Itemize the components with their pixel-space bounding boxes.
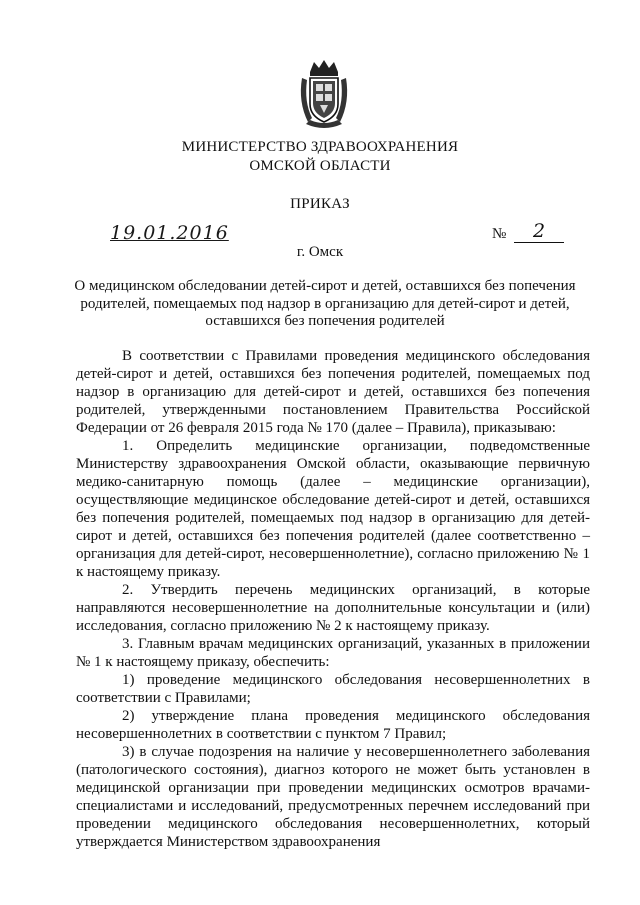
paragraph-subitem-2: 2) утверждение плана проведения медицинского обследования несовершеннолетних в соответствии с пунктом 7 Правил; (76, 708, 590, 742)
paragraph-subitem-3: 3) в случае подозрения на наличие у несовершеннолетнего заболевания (патологического состояния), диагноз которого не может быть установлен в медицинской организации при проведении медицинских осмотров врачами-специалистами и исследований, предусмотренных перечнем исследований при проведении медицинского обследования несовершеннолетних, который утверждается Министерством здравоохранения (76, 744, 590, 850)
ministry-name (0, 138, 640, 176)
city: г. Омск (296, 244, 344, 260)
paragraph-subitem-1: 1) проведение медицинского обследования несовершеннолетних в соответствии с Правилами; (76, 672, 590, 706)
document-body (76, 347, 590, 851)
coat-of-arms-emblem (298, 58, 350, 132)
ministry-line-2: ОМСКОЙ ОБЛАСТИ (249, 158, 391, 174)
ministry-line-1: МИНИСТЕРСТВО ЗДРАВООХРАНЕНИЯ (181, 139, 459, 155)
paragraph-preamble: В соответствии с Правилами проведения медицинского обследования детей-сирот и детей, оставшихся без попечения родителей, помещаемых под надзор в организацию для детей-сирот и детей, оставшихся без попечения родителей, утвержденными постановлением Правительства Российской Федерации от 26 февраля 2015 года № 170 (далее – Правила), приказываю: (76, 348, 590, 436)
paragraph-item-3: 3. Главным врачам медицинских организаций, указанных в приложении № 1 к настоящему приказу, обеспечить: (76, 636, 590, 670)
document-type: ПРИКАЗ (290, 196, 350, 212)
number-label: № (492, 226, 507, 242)
paragraph-item-1: 1. Определить медицинские организации, подведомственные Министерству здравоохранения Омской области, оказывающие первичную медико-санитарную помощь (далее – медицинские организации), осуществляющие медицинское обследование детей-сирот и детей, оставшихся без попечения родителей, помещаемых под надзор в организацию для детей-сирот и детей, оставшихся без попечения родителей (далее соответственно – организация для детей-сирот, несовершеннолетние), согласно приложению № 1 к настоящему приказу. (76, 438, 590, 580)
paragraph-item-2: 2. Утвердить перечень медицинских организаций, в которые направляются несовершеннолетние на дополнительные консультации и (или) исследования, согласно приложению № 2 к настоящему приказу. (76, 582, 590, 634)
document-date: 19.01.2016 (110, 222, 229, 244)
document-title: О медицинском обследовании детей-сирот и детей, оставшихся без попечения родителей, помещаемых под надзор в организацию для детей-сирот и детей, оставшихся без попечения родителей (74, 278, 576, 329)
document-number: 2 (514, 220, 564, 243)
